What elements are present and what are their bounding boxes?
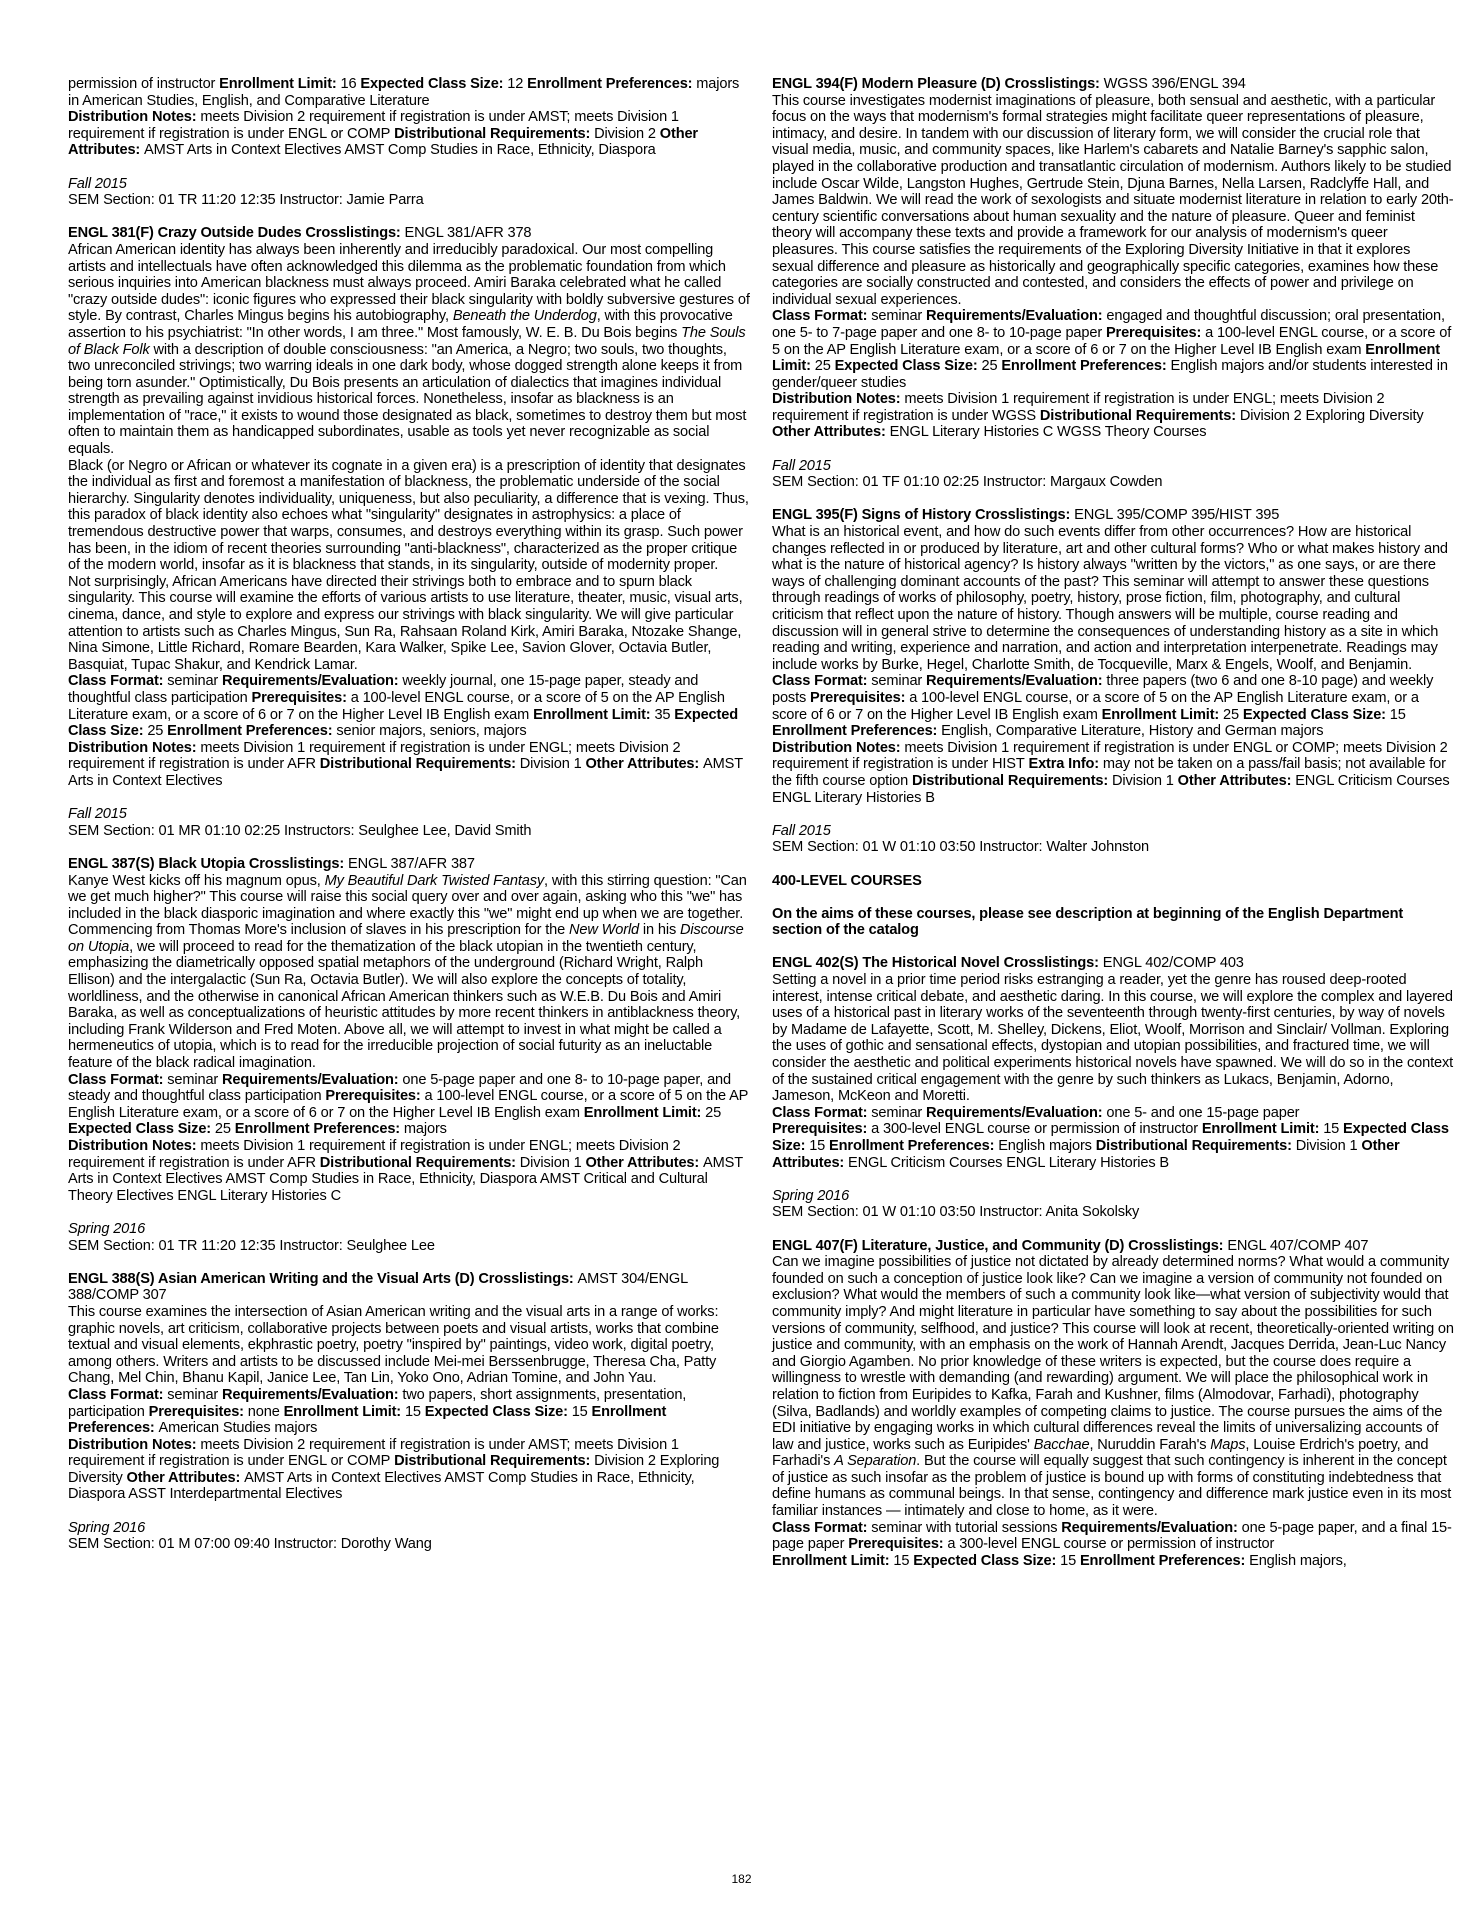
term: Fall 2015: [68, 175, 127, 192]
course-details: Class Format: seminar Requirements/Evaluation: engaged and thoughtful discussion; oral presentation, one 5- to 7-page paper and one 8- to 10-page paper Prerequisites: a 100-level ENGL course, or a score of 5 on the AP English Literature exam, or a score of 6 or 7 on the Higher Level IB English exam Enrollment Limit: 25 Expected Class Size: 25 Enrollment Preferences: English majors and/or students interested in gender/queer studies: [772, 308, 1452, 391]
section-info: SEM Section: 01 M 07:00 09:40 Instructor: Dorothy Wang: [68, 1536, 432, 1553]
course-details-continued: permission of instructor Enrollment Limit: 16 Expected Class Size: 12 Enrollment Preferences: majors in American Studies, English, and Comparative Literature: [68, 76, 740, 109]
course-description: African American identity has always been inherently and irreducibly paradoxical. Our most compelling artists and intellectuals have often acknowledged this dilemma as the problematic foundation from which serious inquiries into American blackness must always proceed. Amiri Baraka celebrated what he called "crazy outside dudes": iconic figures who expressed their black singularity with boldly subversive gestures of style. By contrast, Charles Mingus begins his autobiography, Beneath the Underdog, with this provocative assertion to his psychiatrist: "In other words, I am three." Most famously, W. E. B. Du Bois begins The Souls of Black Folk with a description of double consciousness: "an America, a Negro; two souls, two thoughts, two unreconciled strivings; two warring ideals in one dark body, whose dogged strength alone keeps it from being torn asunder." Optimistically, Du Bois presents an articulation of dialectics that imagines individual strength as prevailing against invidious historical forces. Nonetheless, insofar as blackness is an implementation of "race," it exists to wound those designated as black, sometimes to destroy them but most often to maintain them as handicapped subordinates, usable as tools yet never recognizable as social equals.: [68, 241, 750, 458]
section-info: SEM Section: 01 TF 01:10 02:25 Instructor: Margaux Cowden: [772, 474, 1163, 491]
course-description: What is an historical event, and how do such events differ from other occurrences? How are historical changes reflected in or produced by literature, art and other cultural forms? Who or what makes history and what is the nature of historical agency? Is history always "written by the victors," as one says, or are there ways of challenging dominant accounts of the past? This seminar will attempt to answer these questions through readings of works of philosophy, poetry, history, prose fiction, film, photography, and cultural criticism that reflect upon the nature of history. Though answers will be multiple, course reading and discussion will in general strive to determine the consequences of understanding history as a site in which reading and writing, experience and narration, and action and interpretation interpenetrate. Readings may include works by Burke, Hegel, Charlotte Smith, de Tocqueville, Marx & Engels, Woolf, and Benjamin.: [772, 524, 1448, 673]
course-details: Enrollment Limit: 15 Expected Class Size: 15 Enrollment Preferences: English majors,: [772, 1552, 1347, 1569]
distribution-notes: Distribution Notes: meets Division 2 requirement if registration is under AMST; meets Division 1 requirement if registration is under ENGL or COMP Distributional Requirements: Division 2 Other Attributes: AMST Arts in Context Electives AMST Comp Studies in Race, Ethnicity, Diaspora: [68, 109, 698, 159]
course-description: This course examines the intersection of Asian American writing and the visual arts in a range of works: graphic novels, art criticism, collaborative projects between poets and visual artists, works that combine textual and visual elements, ekphrastic poetry, poetry "inspired by" paintings, video work, digital poetry, among others. Writers and artists to be discussed include Mei-mei Berssenbrugge, Theresa Cha, Patty Chang, Mel Chin, Bhanu Kapil, Janice Lee, Tan Lin, Yoko Ono, Adrian Tomine, and John Yau.: [68, 1303, 719, 1387]
course-details: Prerequisites: a 300-level ENGL course or permission of instructor Enrollment Limit: 15 Expected Class Size: 15 Enrollment Preferences: English majors Distributional Requirements: Division 1 Other Attributes: ENGL Criticism Courses ENGL Literary Histories B: [772, 1121, 1449, 1171]
course-title: ENGL 381(F) Crazy Outside Dudes Crosslistings: ENGL 381/AFR 378: [68, 225, 532, 242]
term: Fall 2015: [68, 806, 127, 823]
distribution-notes: Distribution Notes: meets Division 1 requirement if registration is under ENGL; meets Division 2 requirement if registration is under WGSS Distributional Requirements: Division 2 Exploring Diversity Other Attributes: ENGL Literary Histories C WGSS Theory Courses: [772, 391, 1424, 441]
course-title: ENGL 387(S) Black Utopia Crosslistings: ENGL 387/AFR 387: [68, 855, 475, 872]
section-note: On the aims of these courses, please see description at beginning of the English Department section of the catalog: [772, 905, 1404, 939]
term: Spring 2016: [68, 1519, 146, 1536]
term: Spring 2016: [68, 1220, 146, 1237]
course-title: ENGL 388(S) Asian American Writing and the Visual Arts (D) Crosslistings: AMST 304/ENGL 388/COMP 307: [68, 1270, 688, 1304]
course-details: Class Format: seminar Requirements/Evaluation: three papers (two 6 and one 8-10 page) and weekly posts Prerequisites: a 100-level ENGL course, or a score of 5 on the AP English Literature exam, or a score of 6 or 7 on the Higher Level IB English exam Enrollment Limit: 25 Expected Class Size: 15 Enrollment Preferences: English, Comparative Literature, History and German majors: [772, 673, 1434, 740]
course-details: Class Format: seminar Requirements/Evaluation: weekly journal, one 15-page paper, steady and thoughtful class participation Prerequisites: a 100-level ENGL course, or a score of 5 on the AP English Literature exam, or a score of 6 or 7 on the Higher Level IB English exam Enrollment Limit: 35 Expected Class Size: 25 Enrollment Preferences: senior majors, seniors, majors: [68, 673, 738, 740]
section-info: SEM Section: 01 TR 11:20 12:35 Instructor: Jamie Parra: [68, 192, 424, 209]
term: Fall 2015: [772, 457, 831, 474]
term: Fall 2015: [772, 822, 831, 839]
distribution-notes: Distribution Notes: meets Division 1 requirement if registration is under ENGL; meets Division 2 requirement if registration is under AFR Distributional Requirements: Division 1 Other Attributes: AMST Arts in Context Electives AMST Comp Studies in Race, Ethnicity, Diaspora AMST Critical and Cultural Theory Electives ENGL Literary Histories C: [68, 1138, 743, 1204]
course-details: Class Format: seminar Requirements/Evaluation: one 5- and one 15-page paper: [772, 1104, 1300, 1121]
section-info: SEM Section: 01 W 01:10 03:50 Instructor: Anita Sokolsky: [772, 1204, 1140, 1221]
course-title: ENGL 407(F) Literature, Justice, and Community (D) Crosslistings: ENGL 407/COMP 407: [772, 1237, 1369, 1254]
term: Spring 2016: [772, 1187, 850, 1204]
course-description: This course investigates modernist imaginations of pleasure, both sensual and aesthetic, with a particular focus on the ways that modernism's formal strategies might facilitate queer representations of pleasure, intimacy, and desire. In tandem with our discussion of literary form, we will consider the crucial role that visual media, music, and community spaces, like Harlem's cabarets and Natalie Barney's sapphic salon, played in the collaborative production and transatlantic circulation of modernism. Authors likely to be studied include Oscar Wilde, Langston Hughes, Gertrude Stein, Djuna Barnes, Nella Larsen, Radclyffe Hall, and James Baldwin. We will read the work of sexologists and situate modernist literature in relation to early 20th-century scientific conversations about human sexuality and the nature of pleasure. Queer and feminist theory will accompany these texts and provide a framework for our analysis of modernism's queer pleasures. This course satisfies the requirements of the Exploring Diversity Initiative in that it explores sexual difference and pleasure as historically and geographically specific categories, examines how these categories are socially constructed and contested, and considers the effects of power and privilege on individual sexual experiences.: [772, 92, 1454, 308]
page-number: 182: [731, 1872, 752, 1886]
distribution-notes: Distribution Notes: meets Division 2 requirement if registration is under AMST; meets Division 1 requirement if registration is under ENGL or COMP Distributional Requirements: Division 2 Exploring Diversity Other Attributes: AMST Arts in Context Electives AMST Comp Studies in Race, Ethnicity, Diaspora ASST Interdepartmental Electives: [68, 1436, 720, 1503]
section-heading: 400-LEVEL COURSES: [772, 872, 922, 889]
course-description: Can we imagine possibilities of justice not dictated by already determined norms? What would a community founded on such a conception of justice look like? Can we imagine a version of community not founded on exclusion? What would the members of such a community look like—what version of subjectivity would that community imply? And might literature in particular have something to say about the possibilities for such versions of community, selfhood, and justice? This course will look at recent, theoretically-oriented writing on justice and community, with an emphasis on the work of Hannah Arendt, Jacques Derrida, Jean-Luc Nancy and Giorgio Agamben. No prior knowledge of these writers is expected, but the course does require a willingness to wrestle with demanding (and rewarding) argument. We will place the philosophical work in relation to fiction from Euripides to Kafka, Farah and Kushner, films (Almodovar, Farhadi), photography (Silva, Badlands) and worldly examples of competing claims to justice. The course pursues the aims of the EDI initiative by engaging works in which cultural differences reveal the limits of universalizing accounts of law and justice, works such as Euripides' Bacchae, Nuruddin Farah's Maps, Louise Erdrich's poetry, and Farhadi's A Separation. But the course will equally suggest that such contingency is inherent in the concept of justice as such insofar as the problem of justice is bound up with forms of constituting indebtedness that define humans as communal beings. In that sense, contingency and difference mark justice even in its most familiar instances — intimately and close to home, as it were.: [772, 1254, 1454, 1520]
right-column: [772, 76, 1454, 1569]
section-info: SEM Section: 01 TR 11:20 12:35 Instructor: Seulghee Lee: [68, 1237, 435, 1254]
course-details: Class Format: seminar Requirements/Evaluation: two papers, short assignments, presentation, participation Prerequisites: none Enrollment Limit: 15 Expected Class Size: 15 Enrollment Preferences: American Studies majors: [68, 1386, 687, 1437]
course-description: Setting a novel in a prior time period risks estranging a reader, yet the genre has roused deep-rooted interest, intense critical debate, and aesthetic daring. In this course, we will explore the complex and layered uses of a historical past in literary works of the seventeenth through twenty-first centuries, by way of novels by Madame de Lafayette, Scott, M. Shelley, Dickens, Eliot, Woolf, Morrison and Sinclair/ Vollman. Exploring the uses of gothic and sensational effects, dystopian and utopian possibilities, and fractured time, we will consider the aesthetic and political experiments historical novels have spawned. We will do so in the context of the sustained critical engagement with the genre by such thinkers as Lukacs, Benjamin, Adorno, Jameson, McKeon and Moretti.: [772, 972, 1454, 1105]
course-description: Not surprisingly, African Americans have directed their strivings both to embrace and to spurn black singularity. This course will examine the efforts of various artists to use literature, theater, music, visual arts, cinema, dance, and style to explore and express our strivings with black singularity. We will give particular attention to artists such as Charles Mingus, Sun Ra, Rahsaan Roland Kirk, Amiri Baraka, Ntozake Shange, Nina Simone, Little Richard, Romare Bearden, Kara Walker, Spike Lee, Savion Glover, Octavia Butler, Basquiat, Tupac Shakur, and Kendrick Lamar.: [68, 573, 743, 673]
course-title: ENGL 394(F) Modern Pleasure (D) Crosslistings: WGSS 396/ENGL 394: [772, 76, 1246, 92]
course-details: Class Format: seminar with tutorial sessions Requirements/Evaluation: one 5-page paper, and a final 15-page paper Prerequisites: a 300-level ENGL course or permission of instructor: [772, 1519, 1452, 1553]
section-info: SEM Section: 01 MR 01:10 02:25 Instructors: Seulghee Lee, David Smith: [68, 822, 532, 839]
course-description: Kanye West kicks off his magnum opus, My Beautiful Dark Twisted Fantasy, with this stirring question: "Can we get much higher?" This course will raise this social query over and over again, asking who this "we" has included in the black diasporic imagination and where exactly this "we" might end up when we are together. Commencing from Thomas More's inclusion of slaves in his prescription for the New World in his Discourse on Utopia, we will proceed to read for the thematization of the black utopian in the twentieth century, emphasizing the diametrically opposed spatial metaphors of the underground (Richard Wright, Ralph Ellison) and the intergalactic (Sun Ra, Octavia Butler). We will also explore the concepts of totality, worldliness, and the otherwise in canonical African American thinkers such as W.E.B. Du Bois and Amiri Baraka, as well as conceptualizations of heuristic attitudes by more recent thinkers in antiblackness theory, including Frank Wilderson and Fred Moten. Above all, we will attempt to invest in what might be called a hermeneutics of utopia, which is to read for the irreducible projection of social futurity as an ineluctable feature of the black radical imagination.: [68, 872, 747, 1072]
distribution-notes: Distribution Notes: meets Division 1 requirement if registration is under ENGL; meets Division 2 requirement if registration is under AFR Distributional Requirements: Division 1 Other Attributes: AMST Arts in Context Electives: [68, 739, 743, 789]
distribution-notes: Distribution Notes: meets Division 1 requirement if registration is under ENGL or COMP; meets Division 2 requirement if registration is under HIST Extra Info: may not be taken on a pass/fail basis; not available for the fifth course option Distributional Requirements: Division 1 Other Attributes: ENGL Criticism Courses ENGL Literary Histories B: [772, 739, 1450, 806]
course-details: Class Format: seminar Requirements/Evaluation: one 5-page paper and one 8- to 10-page paper, and steady and thoughtful class participation Prerequisites: a 100-level ENGL course, or a score of 5 on the AP English Literature exam, or a score of 6 or 7 on the Higher Level IB English exam Enrollment Limit: 25 Expected Class Size: 25 Enrollment Preferences: majors: [68, 1071, 748, 1138]
course-title: ENGL 402(S) The Historical Novel Crosslistings: ENGL 402/COMP 403: [772, 955, 1244, 972]
left-column: [68, 76, 750, 1553]
course-description: Black (or Negro or African or whatever its cognate in a given era) is a prescription of identity that designates the individual as first and foremost a manifestation of blackness, the problematic underside of the social hierarchy. Singularity denotes individuality, uniqueness, but also peculiarity, a difference that is vexing. Thus, this paradox of black identity also echoes what "singularity" designates in astrophysics: a place of tremendous destructive power that warps, consumes, and destroys everything within its grasp. Such power has been, in the idiom of recent theories surrounding "anti-blackness", characterized as the proper critique of the modern world, insofar as it is blackness that stands, in its singularity, outside of modernity proper.: [68, 457, 749, 574]
course-title: ENGL 395(F) Signs of History Crosslistings: ENGL 395/COMP 395/HIST 395: [772, 507, 1280, 524]
section-info: SEM Section: 01 W 01:10 03:50 Instructor: Walter Johnston: [772, 839, 1150, 856]
